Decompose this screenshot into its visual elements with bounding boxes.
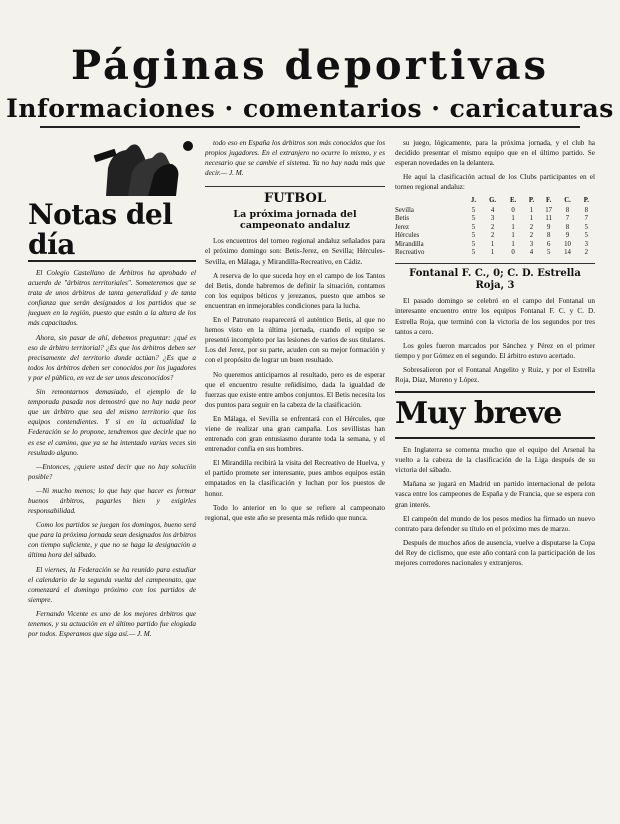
futbol-paragraph: A reserva de lo que suceda hoy en el campo de los Tantos del Betis, donde habremos de definir la situación, contamos con los equipos béticos y jerezanos, puesto que ambos se encuentran en inmejorables condiciones para la lucha. — [205, 271, 385, 310]
standings-header — [395, 196, 465, 206]
notas-paragraph: Como los partidos se juegan los domingos, bueno será que para la próxima jornada sean designados los árbitros con tiempo suficiente, y que no se haga la designación a última hora del sábado. — [28, 521, 196, 560]
muy-breve-paragraph: Después de muchos años de ausencia, vuelve a disputarse la Copa del Rey de ciclismo, que este año contará con la participación de los mejores corredores nacionales y extranjeros. — [395, 538, 595, 567]
muy-breve-title: Muy breve — [395, 391, 595, 439]
standings-header: P. — [528, 197, 535, 205]
fontanal-paragraph: El pasado domingo se celebró en el campo del Fontanal un interesante encuentro entre los equipos Fontanal F. C. y C. D. Estrella Roja, que terminó con la victoria de los segundos por tres tantos a cero. — [395, 297, 595, 336]
stat-cell: 1 — [529, 215, 534, 223]
futbol-paragraph: No queremos anticiparnos al resultado, pero es de esperar que el encuentro resulte reñidísimo, dada la igualdad de fuerzas que existe entre ambos conjuntos. El Betis necesita los dos puntos para seguir en la cabeza de la clasificación. — [205, 370, 385, 409]
notas-paragraph: Fernando Vicente es uno de los mejores árbitros que tenemos, y su actuación en el último partido fue elogiada por todos. Esperamos que siga así.— J. M. — [28, 609, 196, 639]
stat-cell: 7 — [565, 215, 570, 223]
muy-breve-paragraph: En Inglaterra se comenta mucho que el equipo del Arsenal ha vuelto a la cabeza de la clasificación de la Liga después de su victoria del sábado. — [395, 446, 595, 475]
stat-cell: 5 — [471, 248, 476, 256]
stat-cell: 2 — [490, 223, 495, 231]
futbol-column — [205, 138, 385, 818]
futbol-paragraph: El Mirandilla recibirá la visita del Recreativo de Huelva, y el partido promete ser interesante, pues ambos equipos están empatados en la clasificación y luchan por los puestos de honor. — [205, 459, 385, 498]
jornada-heading: La próxima jornada del campeonato andaluz — [233, 209, 357, 232]
futbol-intro: todo eso en España los árbitros son más conocidos que los propios jugadores. En el extranjero no ocurre lo mismo, y es necesario que se cambie el sistema. Ya no hay nada más que decir.— J. M. — [205, 139, 385, 178]
fontanal-paragraph: Los goles fueron marcados por Sánchez y Pérez en el primer tiempo y por Gómez en el segundo. El árbitro estuvo acertado. — [395, 341, 595, 360]
stat-cell: 8 — [565, 223, 570, 231]
standings-header: P. — [583, 197, 589, 205]
standings-header: J. — [470, 197, 477, 205]
futbol-paragraph: En el Patronato reaparecerá el auténtico Betis, al que no hemos visto en la última jornada, cuando el equipo se presentó incompleto por las lesiones de varios de sus titulares. Los del Jerez, por su parte, acuden con su mejor formación y con el propósito de lograr un buen resultado. — [205, 316, 385, 365]
stat-cell: 1 — [511, 240, 515, 248]
stat-cell: 5 — [584, 223, 589, 231]
stat-cell: 1 — [511, 232, 515, 240]
standings-header: F. — [546, 197, 552, 205]
notas-paragraph: El viernes, la Federación se ha reunido para estudiar el calendario de la segunda vuelta del campeonato, que comenzará el domingo próximo con los partidos de siempre. — [28, 565, 196, 604]
stat-cell: 1 — [490, 240, 495, 248]
stat-cell: 5 — [471, 215, 476, 223]
table-row — [395, 241, 595, 249]
col3-intro: su juego, lógicamente, para la próxima jornada, y el club ha decidido presentar el mismo equipo que en el último partido. Se esperan novedades en la delantera. — [395, 139, 595, 168]
futbol-paragraph: Los encuentros del torneo regional andaluz señalados para el próximo domingo son: Betis-Jerez, en Sevilla; Hércules-Sevilla, en Málaga, y Mirandilla-Recreativo, en Cádiz. — [205, 237, 385, 266]
fontanal-paragraph: Sobresalieron por el Fontanal Angelito y Ruiz, y por el Estrella Roja, Díaz, Moreno y López. — [395, 365, 595, 384]
team-name: Sevilla — [395, 206, 414, 214]
right-column — [395, 138, 595, 818]
stat-cell: 2 — [529, 223, 534, 231]
team-name: Betis — [395, 215, 409, 223]
team-name: Recreativo — [395, 248, 425, 256]
table-row — [395, 207, 595, 215]
masthead — [0, 44, 620, 124]
standings-header-row — [395, 196, 595, 206]
table-row — [395, 249, 595, 257]
stat-cell: 0 — [511, 206, 515, 214]
page-title: Páginas deportivas — [70, 42, 550, 89]
stat-cell: 8 — [584, 206, 589, 214]
table-row — [395, 224, 595, 232]
standings-header: C. — [564, 197, 571, 205]
stat-cell: 7 — [584, 215, 589, 223]
stat-cell: 5 — [471, 223, 476, 231]
stat-cell: 11 — [545, 215, 552, 223]
futbol-paragraph: Todo lo anterior en lo que se refiere al campeonato regional, que este año se presenta más reñido que nunca. — [205, 503, 385, 522]
muy-breve-paragraph: Mañana se jugará en Madrid un partido internacional de pelota vasca entre los campeones de España y de Francia, que se espera con gran interés. — [395, 480, 595, 509]
stat-cell: 1 — [511, 215, 515, 223]
notas-paragraph: —Entonces, ¿quiere usted decir que no hay solución posible? — [28, 462, 196, 481]
stat-cell: 4 — [529, 248, 534, 256]
stat-cell: 4 — [490, 206, 495, 214]
notas-illustration — [28, 138, 196, 198]
fontanal-heading: Fontanal F. C., 0; C. D. Estrella Roja, 3 — [395, 263, 595, 292]
standings-caption: He aquí la clasificación actual de los Clubs participantes en el torneo regional andaluz: — [395, 173, 595, 192]
team-name: Jerez — [395, 223, 409, 231]
stat-cell: 6 — [546, 240, 551, 248]
notas-column — [28, 138, 196, 818]
stat-cell: 1 — [490, 248, 495, 256]
masthead-rule — [40, 126, 580, 128]
table-row — [395, 232, 595, 240]
notas-paragraph: El Colegio Castellano de Árbitros ha aprobado el acuerdo de "árbitros territoriales". Someteremos que se trata de unos árbitros de tanta generalidad y de tanta confianza que serán designados a los partidos que se jueguen en la región, puesto que están a la altura de los más capacitados. — [28, 269, 196, 328]
stat-cell: 9 — [546, 223, 551, 231]
futbol-paragraph: En Málaga, el Sevilla se enfrentará con el Hércules, que viene de realizar una gran campaña. Los sevillistas han entrenado con gran entusiasmo durante toda la semana, y el entrenador confía en sus hombres. — [205, 414, 385, 454]
stat-cell: 5 — [471, 240, 476, 248]
stat-cell: 5 — [584, 232, 589, 240]
stat-cell: 14 — [564, 248, 571, 256]
notas-paragraph: —Ni mucho menos; lo que hay que hacer es formar buenos árbitros, pagarles bien y exigirles responsabilidad. — [28, 486, 196, 516]
team-name: Mirandilla — [395, 240, 424, 248]
muy-breve-paragraph: El campeón del mundo de los pesos medios ha firmado un nuevo contrato para defender su título en el próximo mes de marzo. — [395, 514, 595, 533]
stat-cell: 2 — [490, 232, 495, 240]
stat-cell: 10 — [564, 240, 571, 248]
stat-cell: 17 — [545, 206, 553, 214]
stat-cell: 2 — [529, 232, 534, 240]
stat-cell: 9 — [565, 232, 570, 240]
futbol-heading: FUTBOL — [205, 186, 385, 207]
standings-header: G. — [489, 197, 497, 205]
stat-cell: 8 — [546, 232, 551, 240]
stat-cell: 8 — [565, 206, 570, 214]
notas-paragraph: Ahora, sin pasar de ahí, debemos preguntar: ¿qué es eso de árbitro territorial? ¿Es que los árbitros deben ser precisamente del territorio donde actúan? ¿Es que a todos los árbitros deben ser conocidos por los jugadores y por el público, en vez de ser unos desconocidos? — [28, 333, 196, 382]
stat-cell: 1 — [529, 206, 534, 214]
standings-table — [395, 196, 595, 257]
stat-cell: 5 — [546, 248, 551, 256]
page-subtitle: Informaciones · comentarios · caricaturas — [6, 94, 614, 123]
stat-cell: 3 — [529, 240, 534, 248]
stat-cell: 2 — [584, 248, 589, 256]
stat-cell: 5 — [471, 232, 476, 240]
stat-cell: 0 — [511, 248, 515, 256]
stat-cell: 5 — [471, 206, 476, 214]
table-row — [395, 215, 595, 223]
team-name: Hércules — [395, 232, 420, 240]
binoculars-figures-image — [28, 138, 196, 198]
stat-cell: 3 — [584, 240, 589, 248]
standings-header: E. — [509, 197, 517, 205]
notas-title: Notas del día — [28, 200, 196, 262]
notas-paragraph: Sin remontarnos demasiado, el ejemplo de la temporada pasada nos demostró que no hay nada peor que un árbitro que sea del mismo territorio que los equipos contendientes. Y si en la actualidad la Federación se lo propone, tendremos que decirle que no es ese el camino, que ya se ha intentado varias veces sin resultado alguno. — [28, 388, 196, 457]
stat-cell: 1 — [511, 223, 515, 231]
stat-cell: 3 — [490, 215, 495, 223]
